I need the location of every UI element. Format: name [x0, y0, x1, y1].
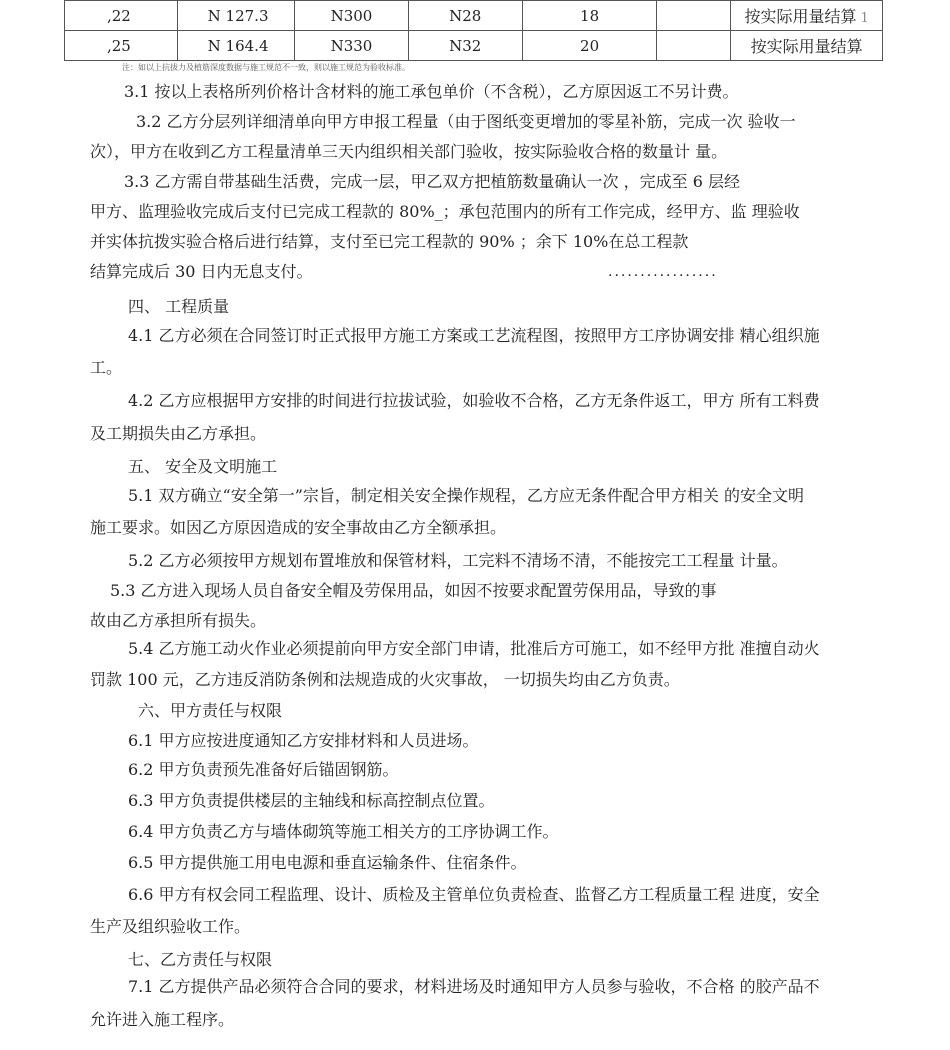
- table-cell: 按实际用量结算: [731, 31, 883, 61]
- paragraph-line: 3.2 乙方分层列详细清单向甲方申报工程量（由于图纸变更增加的零星补筋，完成一次 验收一: [136, 112, 796, 131]
- paragraph-line: 6.6 甲方有权会同工程监理、设计、质检及主管单位负责检查、监督乙方工程质量工程 进度，安全: [128, 885, 820, 904]
- paragraph-line: 工。: [90, 358, 123, 377]
- paragraph-line: 6.3 甲方负责提供楼层的主轴线和标高控制点位置。: [128, 791, 495, 810]
- paragraph-line: 5.4 乙方施工动火作业必须提前向甲方安全部门申请，批准后方可施工，如不经甲方批 准擅自动火: [128, 639, 820, 658]
- section-heading: 六、甲方责任与权限: [138, 701, 283, 720]
- paragraph-line: 并实体抗拨实验合格后进行结算，支付至已完工程款的 90% ；余下 10%在总工程款: [90, 232, 689, 251]
- paragraph-line: 故由乙方承担所有损失。: [90, 611, 267, 630]
- paragraph-line: 5.2 乙方必须按甲方规划布置堆放和保管材料，工完料不清场不清，不能按完工工程量 计量。: [128, 551, 788, 570]
- table-cell: N28: [409, 1, 523, 31]
- table-cell: 20: [523, 31, 656, 61]
- table-cell: N330: [294, 31, 409, 61]
- settlement-text: 按实际用量结算: [744, 7, 857, 26]
- table-cell: ,25: [65, 31, 178, 61]
- table-cell: [731, 1, 883, 31]
- price-table: [64, 0, 883, 61]
- paragraph-line: 生产及组织验收工作。: [90, 917, 251, 936]
- dotted-leader: .................: [608, 264, 718, 280]
- table-cell: ,22: [65, 1, 178, 31]
- paragraph-line: 及工期损失由乙方承担。: [90, 424, 267, 443]
- table-row: [65, 1, 883, 31]
- paragraph-line: 罚款 100 元，乙方违反消防条例和法规造成的火灾事故， 一切损失均由乙方负责。: [90, 670, 680, 689]
- paragraph-line: 6.2 甲方负责预先准备好后锚固钢筋。: [128, 760, 399, 779]
- table-cell: [656, 31, 731, 61]
- table-cell: [656, 1, 731, 31]
- paragraph-line: 允许进入施工程序。: [90, 1010, 235, 1029]
- paragraph-line: 3.1 按以上表格所列价格计含材料的施工承包单价（不含税），乙方原因返工不另计费。: [124, 82, 739, 101]
- table-cell: N 127.3: [177, 1, 294, 31]
- table-cell: N32: [409, 31, 523, 61]
- table-note: 注：如以上抗拔力及植筋深度数据与施工规范不一致，则以施工规范为验收标准。: [122, 63, 410, 72]
- table-cell: N300: [294, 1, 409, 31]
- section-heading: 五、 安全及文明施工: [128, 457, 278, 476]
- paragraph-line: 6.5 甲方提供施工用电电源和垂直运输条件、住宿条件。: [128, 853, 527, 872]
- paragraph-line: 4.1 乙方必须在合同签订时正式报甲方施工方案或工艺流程图，按照甲方工序协调安排 精心组织施: [128, 326, 820, 345]
- paragraph-line: 施工要求。如因乙方原因造成的安全事故由乙方全额承担。: [90, 518, 507, 537]
- paragraph-line: 6.4 甲方负责乙方与墙体砌筑等施工相关方的工序协调工作。: [128, 822, 559, 841]
- page-number: 1: [860, 11, 869, 26]
- section-heading: 七、乙方责任与权限: [128, 950, 273, 969]
- table-cell: N 164.4: [177, 31, 294, 61]
- paragraph-line: 5.1 双方确立“安全第一”宗旨，制定相关安全操作规程，乙方应无条件配合甲方相关 的安全文明: [128, 486, 804, 505]
- paragraph-line: 3.3 乙方需自带基础生活费，完成一层，甲乙双方把植筋数量确认一次 ，完成至 6 层经: [124, 172, 740, 191]
- table-row: [65, 31, 883, 61]
- section-heading: 四、 工程质量: [128, 297, 230, 316]
- paragraph-line: 次），甲方在收到乙方工程量清单三天内组织相关部门验收，按实际验收合格的数量计 量。: [90, 142, 728, 161]
- paragraph-line: 6.1 甲方应按进度通知乙方安排材料和人员进场。: [128, 731, 479, 750]
- table-cell: 18: [523, 1, 656, 31]
- paragraph-line: 4.2 乙方应根据甲方安排的时间进行拉拔试验，如验收不合格，乙方无条件返工，甲方 所有工料费: [128, 391, 820, 410]
- paragraph-line: 7.1 乙方提供产品必须符合合同的要求，材料进场及时通知甲方人员参与验收，不合格 的胶产品不: [128, 977, 820, 996]
- paragraph-line: 甲方、监理验收完成后支付已完成工程款的 80%_；承包范围内的所有工作完成，经甲方、监 理验收: [90, 202, 800, 221]
- paragraph-line: 5.3 乙方进入现场人员自备安全帽及劳保用品，如因不按要求配置劳保用品，导致的事: [110, 581, 717, 600]
- paragraph-line: 结算完成后 30 日内无息支付。: [90, 262, 313, 281]
